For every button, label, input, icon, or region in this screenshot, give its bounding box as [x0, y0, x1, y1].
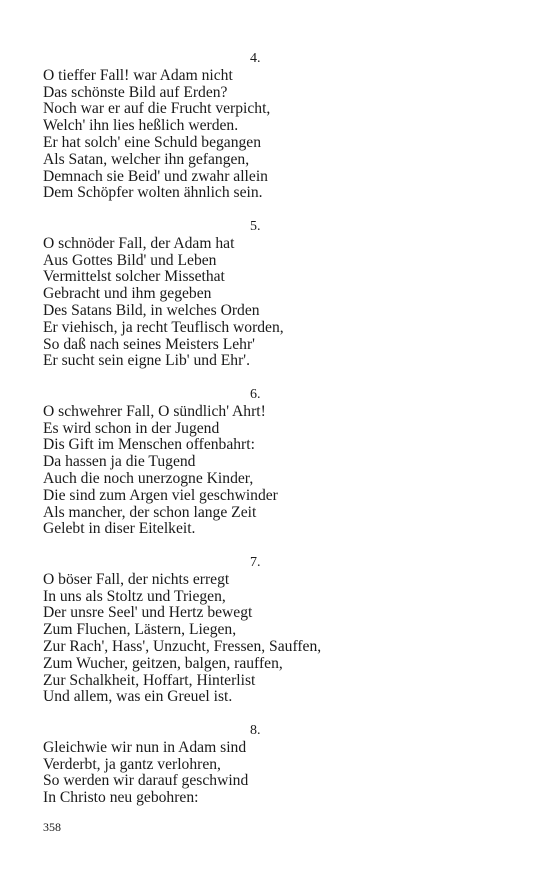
stanza-8 — [43, 723, 523, 807]
verse-line: Die sind zum Argen viel geschwinder — [43, 486, 278, 504]
verse-line: Zur Rach', Hass', Unzucht, Fressen, Sauffen, — [43, 637, 322, 655]
stanza-number: 5. — [250, 219, 261, 234]
verse-line: Als Satan, welcher ihn gefangen, — [43, 150, 250, 168]
verse-line: Verderbt, ja gantz verlohren, — [43, 755, 221, 773]
stanza-number: 6. — [250, 387, 261, 402]
stanza-7 — [43, 555, 523, 706]
verse-line: Demnach sie Beid' und zwahr allein — [43, 167, 268, 185]
verse-line: Und allem, was ein Greuel ist. — [43, 688, 233, 706]
verse-line: Dis Gift im Menschen offenbahrt: — [43, 436, 255, 454]
verse-line: Des Satans Bild, in welches Orden — [43, 301, 260, 319]
verse-line: Noch war er auf die Frucht verpicht, — [43, 100, 271, 118]
verse-line: Auch die noch unerzogne Kinder, — [43, 469, 254, 487]
verse-line: Er hat solch' eine Schuld begangen — [43, 133, 262, 151]
verse-line: Zur Schalkheit, Hoffart, Hinterlist — [43, 671, 256, 689]
verse-line: Er viehisch, ja recht Teuflisch worden, — [43, 318, 284, 336]
verse-line: O böser Fall, der nichts erregt — [43, 570, 230, 588]
stanza-4 — [43, 51, 523, 202]
verse-line: Es wird schon in der Jugend — [43, 419, 220, 437]
verse-line: O schnöder Fall, der Adam hat — [43, 234, 235, 252]
verse-line: Als mancher, der schon lange Zeit — [43, 503, 257, 521]
verse-line: O schwehrer Fall, O sündlich' Ahrt! — [43, 402, 266, 420]
stanza-number: 8. — [250, 723, 261, 738]
stanza-5 — [43, 219, 523, 370]
stanza-number: 7. — [250, 555, 261, 570]
verse-line: Welch' ihn lies heßlich werden. — [43, 117, 239, 135]
verse-line: Zum Fluchen, Lästern, Liegen, — [43, 621, 237, 639]
stanza-6 — [43, 387, 523, 538]
verse-line: Der unsre Seel' und Hertz bewegt — [43, 604, 253, 622]
verse-line: Aus Gottes Bild' und Leben — [43, 251, 217, 269]
page-number: 358 — [43, 820, 61, 834]
verse-line: Gelebt in diser Eitelkeit. — [43, 520, 196, 538]
verse-line: O tieffer Fall! war Adam nicht — [43, 66, 233, 84]
verse-line: In uns als Stoltz und Triegen, — [43, 587, 226, 605]
verse-line: Er sucht sein eigne Lib' und Ehr'. — [43, 352, 250, 370]
stanza-number: 4. — [250, 51, 261, 66]
verse-line: So werden wir darauf geschwind — [43, 772, 249, 790]
verse-line: Vermittelst solcher Missethat — [43, 268, 225, 286]
verse-line: In Christo neu gebohren: — [43, 789, 199, 807]
verse-line: Gebracht und ihm gegeben — [43, 285, 212, 303]
verse-line: So daß nach seines Meisters Lehr' — [43, 335, 255, 353]
verse-line: Dem Schöpfer wolten ähnlich sein. — [43, 184, 263, 202]
verse-line: Das schönste Bild auf Erden? — [43, 83, 228, 101]
verse-line: Gleichwie wir nun in Adam sind — [43, 738, 247, 756]
verse-line: Da hassen ja die Tugend — [43, 453, 196, 471]
verse-line: Zum Wucher, geitzen, balgen, rauffen, — [43, 654, 283, 672]
